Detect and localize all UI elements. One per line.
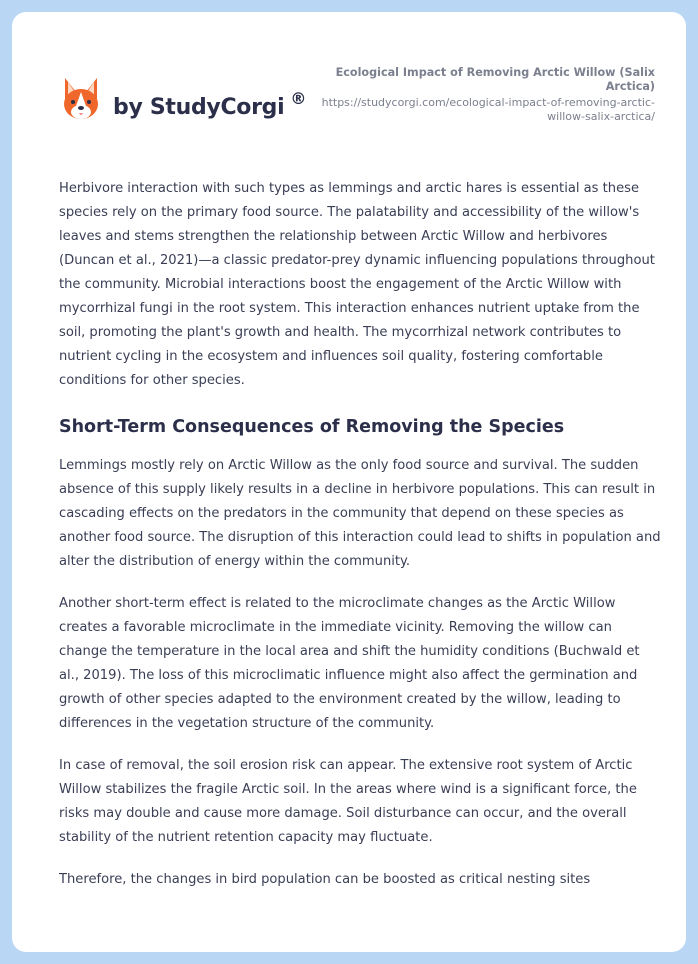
section-heading: Short-Term Consequences of Removing the Species <box>59 417 565 437</box>
registered-mark: ® <box>290 89 307 108</box>
document-meta <box>295 66 655 124</box>
document-page <box>12 12 686 952</box>
paragraph: Therefore, the changes in bird population can be boosted as critical nesting sites <box>59 872 591 887</box>
paragraph: Another short-term effect is related to the microclimate changes as the Arctic Willow creates a favorable microclimate in the immediate vicinity. Removing the willow can change the temperature in the local area and shift the humidity conditions (Buchwald et al., 2019). The loss of this microclimatic influence might also affect the germination and growth of other species adapted to the environment created by the willow, leading to differences in the vegetation structure of the community. <box>59 596 640 731</box>
paragraph: Herbivore interaction with such types as lemmings and arctic hares is essential as these species rely on the primary food source. The palatability and accessibility of the willow's leaves and stems strengthen the relationship between Arctic Willow and herbivores (Duncan et al., 2021)—a classic predator-prey dynamic influencing populations throughout the community. Microbial interactions boost the engagement of the Arctic Willow with mycorrhizal fungi in the root system. This interaction enhances nutrient uptake from the soil, promoting the plant's growth and health. The mycorrhizal network contributes to nutrient cycling in the ecosystem and influences soil quality, fostering comfortable conditions for other species. <box>59 181 655 388</box>
paragraph: Lemmings mostly rely on Arctic Willow as the only food source and survival. The sudden absence of this supply likely results in a decline in herbivore populations. This can result in cascading effects on the predators in the community that depend on these species as another food source. The disruption of this interaction could lead to shifts in population and alter the distribution of energy within the community. <box>59 458 661 569</box>
corgi-icon <box>61 76 101 122</box>
paragraph: In case of removal, the soil erosion risk can appear. The extensive root system of Arctic Willow stabilizes the fragile Arctic soil. In the areas where wind is a significant force, the risks may double and cause more damage. Soil disturbance can occur, and the overall stability of the nutrient retention capacity may fluctuate. <box>59 758 637 845</box>
document-url[interactable]: https://studycorgi.com/ecological-impact-of-removing-arctic-willow-salix-arctica/ <box>321 96 655 123</box>
brand-name: by StudyCorgi <box>113 95 285 120</box>
document-title: Ecological Impact of Removing Arctic Willow (Salix Arctica) <box>335 66 655 93</box>
document-body <box>59 177 663 910</box>
studycorgi-logo[interactable] <box>61 76 306 122</box>
